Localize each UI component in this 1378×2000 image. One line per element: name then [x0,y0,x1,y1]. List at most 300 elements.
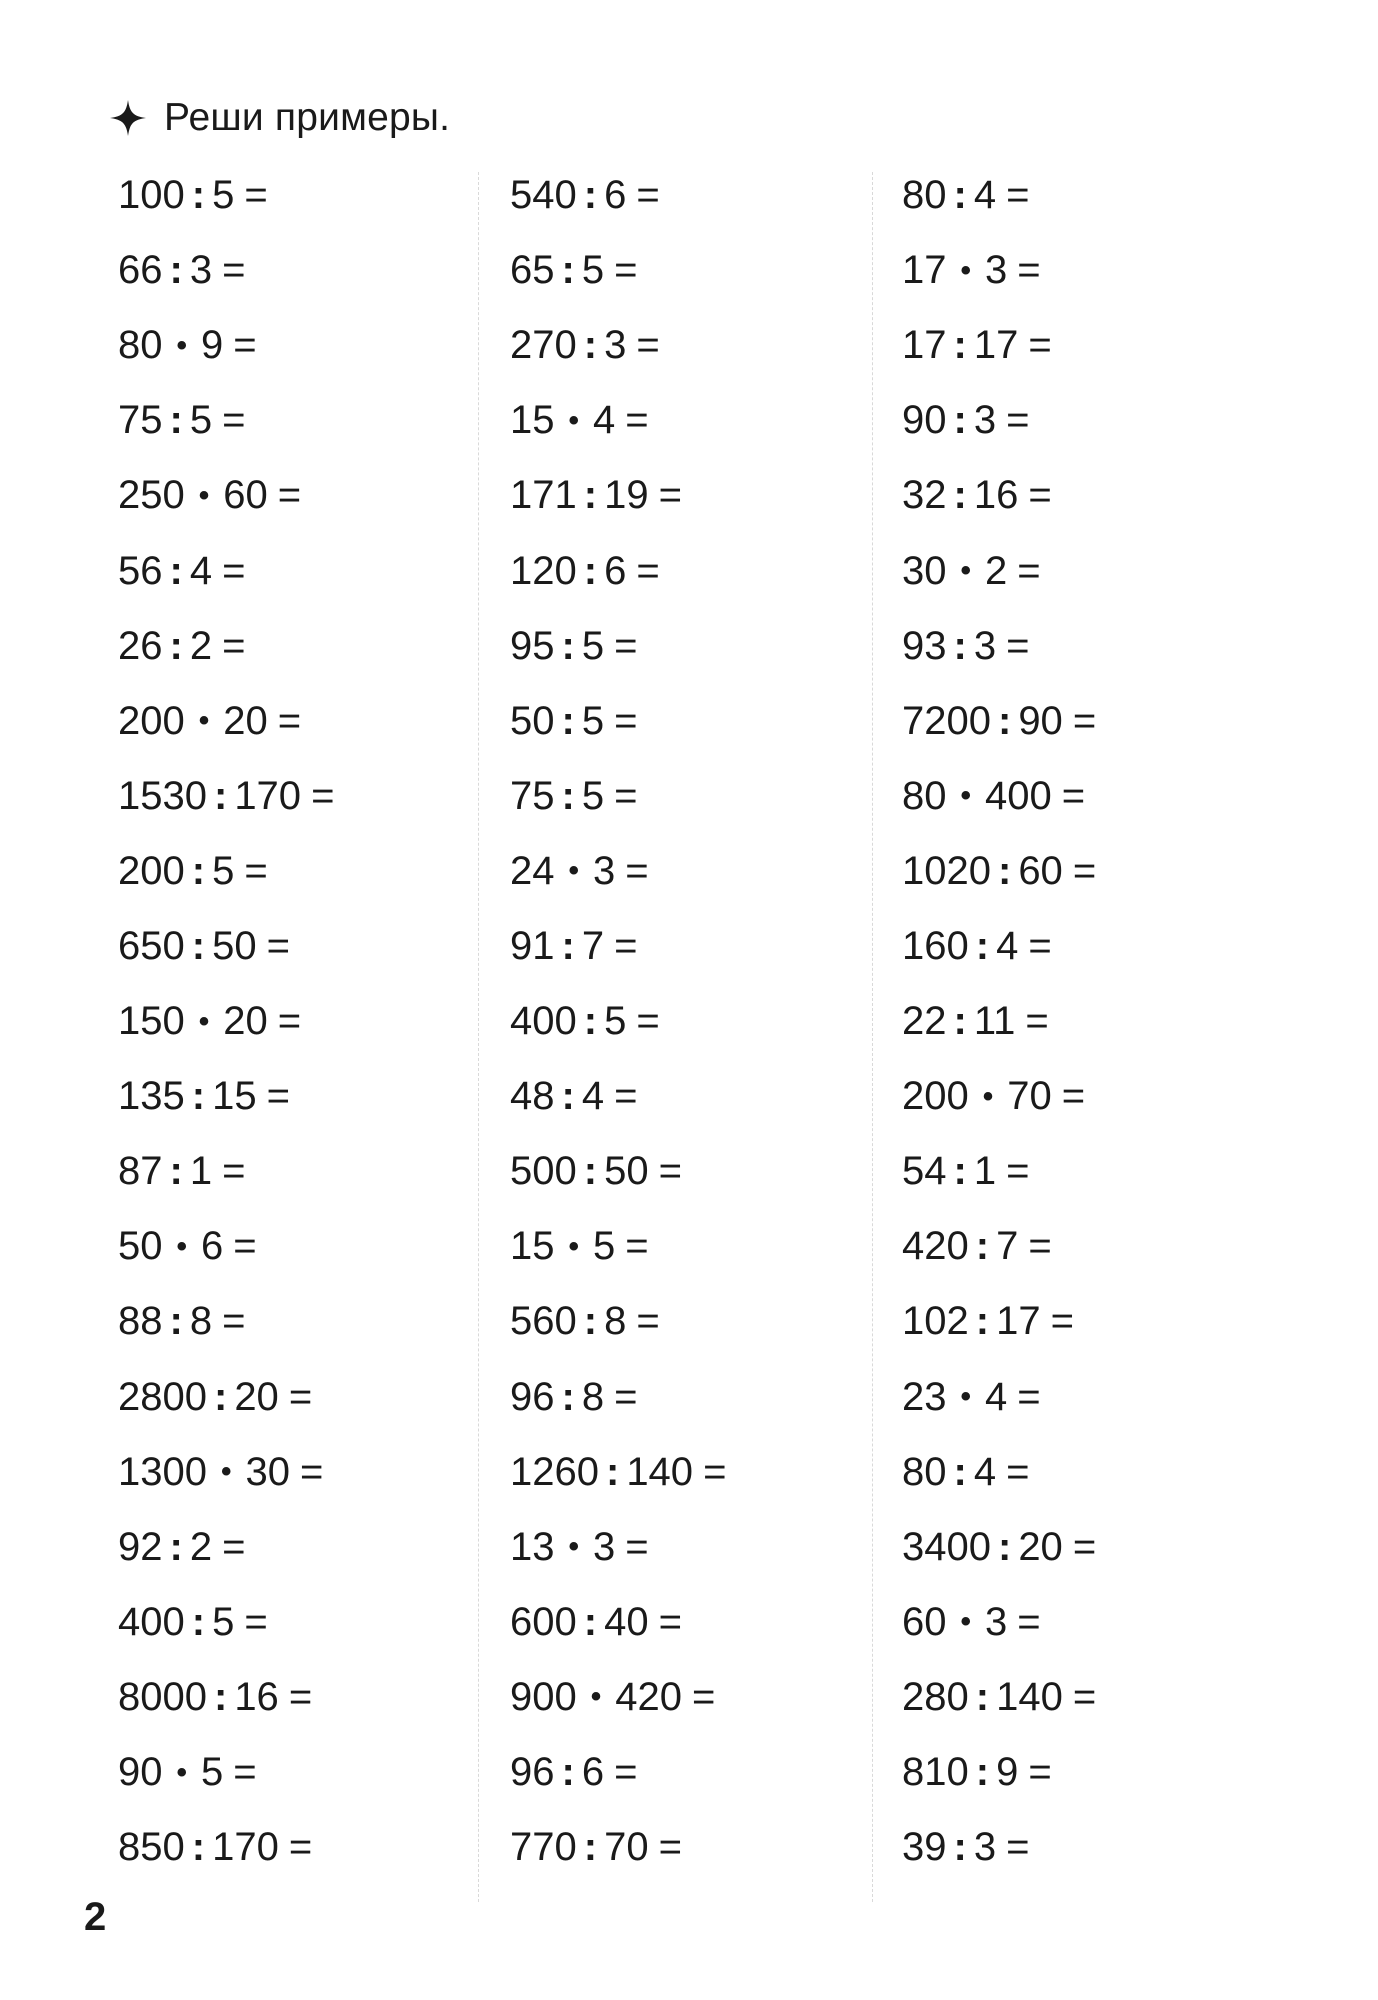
divide-sign: : [975,923,990,968]
divide-sign: : [191,923,206,968]
multiply-sign: • [176,1755,188,1789]
exercise-row [510,1059,890,1134]
equals-sign: = [614,773,638,818]
divide-sign: : [169,1149,183,1194]
equals-sign: = [1050,1299,1074,1344]
multiply-sign: • [590,1680,602,1714]
divide-sign: : [997,1524,1012,1569]
operand-b: 170 [212,1825,279,1870]
exercise-row [902,834,1282,909]
operand-a: 200 [118,848,185,893]
exercise-row [510,1360,890,1435]
operand-b: 3 [973,623,997,668]
divide-sign: : [953,1825,967,1870]
equals-sign: = [300,1449,324,1494]
operand-a: 810 [902,1750,969,1795]
instruction-header [110,88,450,148]
operand-b: 4 [973,1449,997,1494]
exercise-row [510,233,890,308]
operand-a: 3400 [902,1524,991,1569]
operand-b: 60 [223,473,268,518]
exercise-row [902,1360,1282,1435]
divide-sign: : [191,1074,206,1119]
exercise-row [510,533,890,608]
operand-b: 40 [604,1599,649,1644]
divide-sign: : [583,1599,598,1644]
exercise-row [118,984,498,1059]
divide-sign: : [191,1825,206,1870]
operand-b: 9 [996,1750,1019,1795]
exercise-row [902,984,1282,1059]
equals-sign: = [277,698,302,743]
equals-sign: = [703,1449,727,1494]
operand-a: 560 [510,1299,577,1344]
exercise-row [118,1435,498,1510]
operand-a: 150 [118,999,185,1044]
operand-a: 80 [902,173,947,218]
exercise-row [118,1284,498,1359]
exercise-row [118,1059,498,1134]
operand-b: 3 [985,248,1008,293]
equals-sign: = [233,323,257,368]
exercise-row [510,834,890,909]
operand-b: 5 [212,1599,235,1644]
operand-b: 4 [189,548,213,593]
multiply-sign: • [960,554,972,588]
divide-sign: : [997,848,1012,893]
operand-a: 56 [118,548,163,593]
operand-b: 4 [581,1074,605,1119]
equals-sign: = [614,923,638,968]
operand-b: 140 [626,1449,694,1494]
operand-a: 26 [118,623,163,668]
equals-sign: = [1017,248,1041,293]
exercise-row [118,1209,498,1284]
equals-sign: = [614,1074,638,1119]
equals-sign: = [288,1674,313,1719]
operand-b: 1 [189,1149,213,1194]
operand-a: 50 [510,698,555,743]
exercise-row [510,1435,890,1510]
equals-sign: = [1006,1825,1030,1870]
divide-sign: : [953,398,967,443]
equals-sign: = [222,248,246,293]
exercise-row [902,759,1282,834]
exercise-row [118,1134,498,1209]
operand-b: 5 [593,1224,616,1269]
divide-sign: : [583,1825,598,1870]
operand-a: 65 [510,248,555,293]
operand-b: 400 [985,773,1052,818]
exercise-row [118,383,498,458]
operand-b: 8 [189,1299,213,1344]
exercise-row [118,308,498,383]
equals-sign: = [658,1599,682,1644]
operand-b: 50 [604,1149,649,1194]
equals-sign: = [1006,1449,1030,1494]
equals-sign: = [222,548,246,593]
equals-sign: = [625,1524,649,1569]
operand-b: 9 [201,323,224,368]
divide-sign: : [561,773,575,818]
equals-sign: = [636,323,660,368]
operand-b: 70 [604,1825,649,1870]
exercise-row [510,1510,890,1585]
operand-b: 7 [996,1224,1019,1269]
divide-sign: : [953,473,967,518]
exercise-column-2 [510,158,890,1885]
exercise-row [902,1059,1282,1134]
exercise-row [510,909,890,984]
operand-a: 90 [902,398,947,443]
exercise-row [902,609,1282,684]
operand-b: 6 [604,548,627,593]
operand-b: 140 [996,1674,1063,1719]
equals-sign: = [636,999,660,1044]
operand-a: 66 [118,248,163,293]
operand-b: 70 [1007,1074,1052,1119]
divide-sign: : [975,1674,990,1719]
divide-sign: : [213,773,228,818]
divide-sign: : [561,1750,575,1795]
divide-sign: : [169,1299,183,1344]
equals-sign: = [266,1074,290,1119]
operand-b: 30 [245,1449,290,1494]
equals-sign: = [222,1149,246,1194]
multiply-sign: • [568,1530,580,1564]
exercise-row [902,1585,1282,1660]
operand-a: 1260 [510,1449,599,1494]
exercise-row [902,1735,1282,1810]
divide-sign: : [213,1374,228,1419]
operand-a: 270 [510,323,577,368]
operand-b: 3 [593,1524,616,1569]
operand-b: 1 [973,1149,997,1194]
operand-a: 90 [118,1750,163,1795]
exercise-row [510,383,890,458]
operand-a: 75 [510,773,555,818]
operand-a: 850 [118,1825,185,1870]
equals-sign: = [277,999,302,1044]
operand-b: 16 [234,1674,279,1719]
exercise-row [510,158,890,233]
operand-b: 11 [973,999,1016,1044]
equals-sign: = [1072,698,1097,743]
multiply-sign: • [960,1605,972,1639]
operand-b: 4 [996,923,1019,968]
operand-a: 200 [118,698,185,743]
operand-a: 22 [902,999,947,1044]
equals-sign: = [1028,473,1052,518]
multiply-sign: • [568,1229,580,1263]
equals-sign: = [692,1674,716,1719]
multiply-sign: • [220,1455,232,1489]
divide-sign: : [975,1750,990,1795]
multiply-sign: • [960,253,972,287]
operand-a: 400 [118,1599,185,1644]
operand-a: 400 [510,999,577,1044]
operand-a: 87 [118,1149,163,1194]
equals-sign: = [636,173,660,218]
equals-sign: = [288,1374,313,1419]
operand-a: 160 [902,923,969,968]
operand-b: 5 [604,999,627,1044]
equals-sign: = [625,848,649,893]
divide-sign: : [561,248,575,293]
operand-a: 54 [902,1149,947,1194]
equals-sign: = [222,623,246,668]
exercise-row [118,759,498,834]
exercise-row [118,158,498,233]
exercise-column-1 [118,158,498,1885]
operand-b: 5 [581,623,605,668]
operand-b: 90 [1018,698,1063,743]
divide-sign: : [213,1674,228,1719]
operand-b: 4 [593,398,616,443]
operand-a: 92 [118,1524,163,1569]
operand-b: 3 [973,1825,997,1870]
operand-b: 17 [973,323,1019,368]
equals-sign: = [614,698,638,743]
divide-sign: : [169,623,183,668]
exercise-row [510,1209,890,1284]
operand-a: 39 [902,1825,947,1870]
equals-sign: = [1072,1524,1097,1569]
exercise-row [118,909,498,984]
divide-sign: : [561,1074,575,1119]
exercise-row [902,1510,1282,1585]
operand-a: 32 [902,473,947,518]
divide-sign: : [191,1599,206,1644]
operand-a: 48 [510,1074,555,1119]
exercise-row [510,759,890,834]
divide-sign: : [953,999,967,1044]
equals-sign: = [244,1599,268,1644]
equals-sign: = [1017,1374,1041,1419]
equals-sign: = [658,1825,682,1870]
operand-b: 8 [581,1374,605,1419]
equals-sign: = [1006,623,1030,668]
operand-b: 2 [189,623,213,668]
operand-a: 80 [902,1449,947,1494]
divide-sign: : [583,173,598,218]
equals-sign: = [1028,1750,1052,1795]
divide-sign: : [583,999,598,1044]
operand-a: 75 [118,398,163,443]
operand-b: 5 [189,398,213,443]
equals-sign: = [636,1299,660,1344]
operand-a: 1300 [118,1449,207,1494]
exercise-row [118,1585,498,1660]
operand-a: 171 [510,473,577,518]
operand-b: 2 [985,548,1008,593]
exercise-row [510,1660,890,1735]
exercise-row [510,684,890,759]
operand-b: 8 [604,1299,627,1344]
operand-b: 4 [973,173,997,218]
operand-a: 93 [902,623,947,668]
divide-sign: : [191,848,206,893]
operand-a: 60 [902,1599,947,1644]
operand-b: 5 [201,1750,224,1795]
operand-b: 19 [604,473,649,518]
divide-sign: : [191,173,206,218]
divide-sign: : [169,398,183,443]
exercise-row [510,1810,890,1885]
divide-sign: : [605,1449,620,1494]
divide-sign: : [169,1524,183,1569]
equals-sign: = [625,398,649,443]
operand-a: 120 [510,548,577,593]
operand-a: 15 [510,1224,555,1269]
exercise-row [510,984,890,1059]
exercise-row [510,1284,890,1359]
exercise-row [902,458,1282,533]
equals-sign: = [614,623,638,668]
equals-sign: = [1017,548,1041,593]
equals-sign: = [244,848,268,893]
operand-b: 6 [581,1750,605,1795]
operand-a: 17 [902,323,947,368]
operand-a: 280 [902,1674,969,1719]
equals-sign: = [311,773,335,818]
equals-sign: = [1072,848,1097,893]
equals-sign: = [636,548,660,593]
exercise-row [118,684,498,759]
operand-b: 3 [985,1599,1008,1644]
multiply-sign: • [176,1229,188,1263]
divide-sign: : [583,548,598,593]
equals-sign: = [1006,1149,1030,1194]
exercise-row [902,383,1282,458]
equals-sign: = [277,473,302,518]
divide-sign: : [953,1449,967,1494]
operand-a: 96 [510,1750,555,1795]
operand-a: 600 [510,1599,577,1644]
exercise-row [118,1510,498,1585]
equals-sign: = [1025,999,1049,1044]
operand-b: 6 [201,1224,224,1269]
divide-sign: : [561,698,575,743]
exercise-row [118,1735,498,1810]
operand-b: 3 [593,848,616,893]
operand-a: 95 [510,623,555,668]
operand-b: 7 [581,923,605,968]
operand-a: 420 [902,1224,969,1269]
operand-b: 420 [615,1674,683,1719]
exercise-row [902,1435,1282,1510]
equals-sign: = [288,1825,313,1870]
divide-sign: : [561,923,575,968]
divide-sign: : [561,1374,575,1419]
divide-sign: : [953,173,967,218]
operand-a: 2800 [118,1374,207,1419]
divide-sign: : [953,623,967,668]
multiply-sign: • [982,1079,994,1113]
multiply-sign: • [960,779,972,813]
exercise-column-3 [902,158,1282,1885]
operand-b: 5 [212,173,235,218]
operand-b: 4 [985,1374,1008,1419]
exercise-row [118,233,498,308]
divide-sign: : [975,1299,990,1344]
operand-b: 60 [1018,848,1063,893]
equals-sign: = [233,1224,257,1269]
divide-sign: : [583,473,598,518]
operand-a: 1530 [118,773,207,818]
operand-a: 7200 [902,698,991,743]
equals-sign: = [222,398,246,443]
divide-sign: : [169,548,183,593]
exercise-row [902,158,1282,233]
equals-sign: = [266,923,290,968]
multiply-sign: • [568,403,580,437]
multiply-sign: • [568,854,580,888]
operand-a: 80 [118,323,163,368]
operand-a: 8000 [118,1674,207,1719]
exercise-row [510,458,890,533]
exercise-row [510,1134,890,1209]
instruction-text: Реши примеры. [164,96,451,139]
exercise-row [118,1360,498,1435]
equals-sign: = [1006,173,1030,218]
operand-a: 135 [118,1074,185,1119]
multiply-sign: • [960,1380,972,1414]
exercise-row [510,1585,890,1660]
equals-sign: = [625,1224,649,1269]
divide-sign: : [169,248,183,293]
exercise-row [510,308,890,383]
exercise-row [118,1810,498,1885]
operand-a: 770 [510,1825,577,1870]
operand-b: 170 [234,773,302,818]
equals-sign: = [222,1524,246,1569]
operand-a: 100 [118,173,185,218]
exercise-row [902,684,1282,759]
operand-a: 23 [902,1374,947,1419]
multiply-sign: • [176,328,188,362]
divide-sign: : [583,1149,598,1194]
equals-sign: = [1017,1599,1041,1644]
operand-a: 80 [902,773,947,818]
multiply-sign: • [198,478,210,512]
exercise-row [902,1134,1282,1209]
exercise-row [902,233,1282,308]
exercise-row [902,909,1282,984]
equals-sign: = [614,248,638,293]
page-number: 2 [84,1895,107,1939]
operand-a: 250 [118,473,185,518]
equals-sign: = [233,1750,257,1795]
exercise-row [118,533,498,608]
exercise-row [902,308,1282,383]
operand-b: 20 [1018,1524,1063,1569]
divide-sign: : [975,1224,990,1269]
divide-sign: : [561,623,575,668]
operand-b: 5 [212,848,235,893]
operand-b: 3 [604,323,627,368]
equals-sign: = [1028,923,1052,968]
operand-b: 3 [973,398,997,443]
operand-b: 5 [581,698,605,743]
equals-sign: = [614,1374,638,1419]
equals-sign: = [222,1299,246,1344]
exercise-row [510,1735,890,1810]
equals-sign: = [658,1149,682,1194]
operand-b: 20 [223,698,268,743]
operand-a: 200 [902,1074,969,1119]
operand-a: 102 [902,1299,969,1344]
